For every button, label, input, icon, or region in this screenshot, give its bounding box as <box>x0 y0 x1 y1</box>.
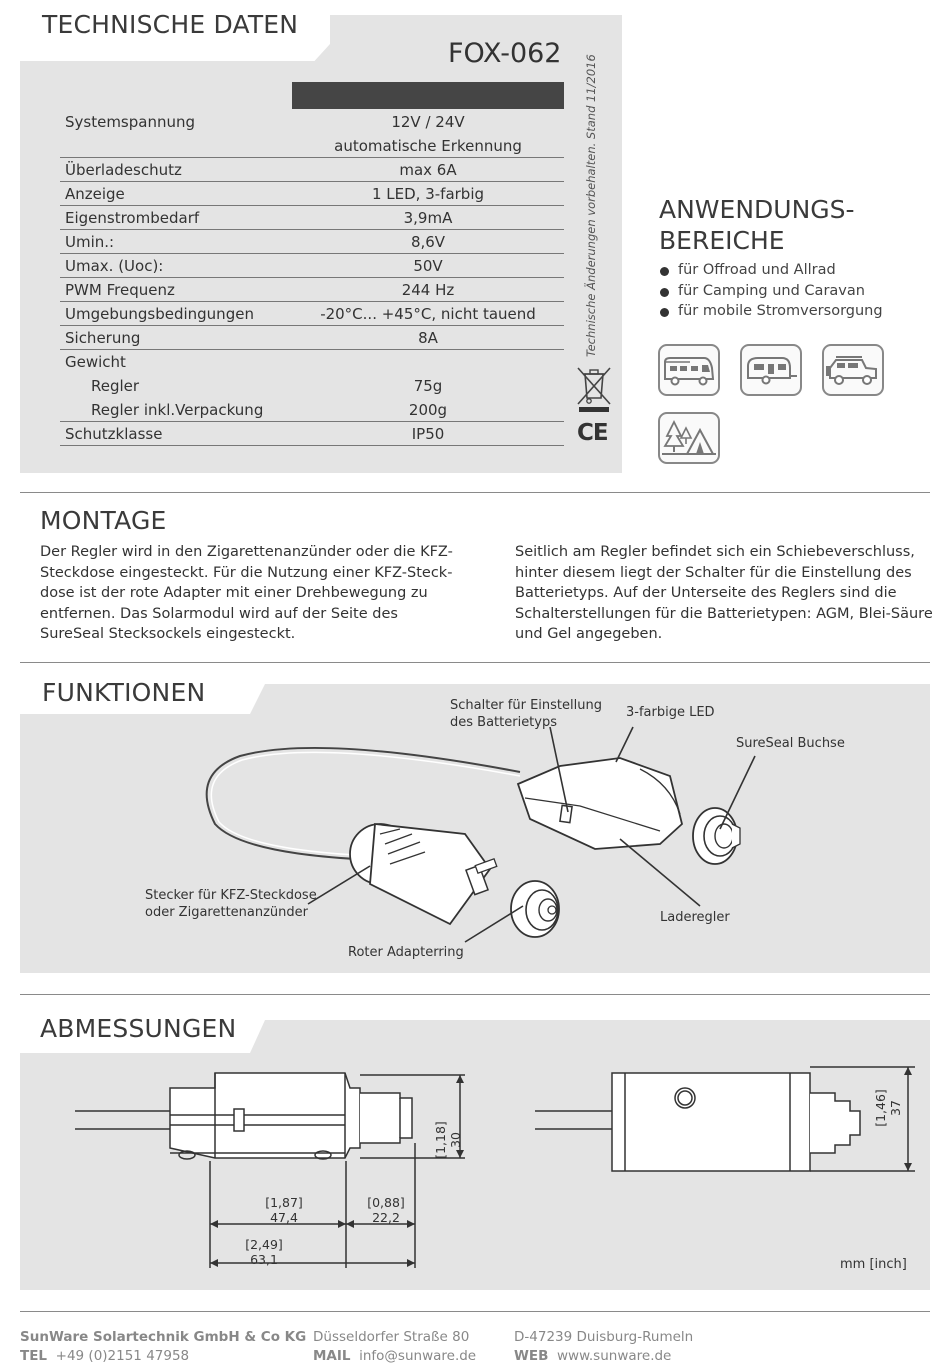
row-label: Regler inkl.Verpackung <box>91 401 264 419</box>
table-row <box>60 374 564 398</box>
dim-inch: [1,87] <box>265 1195 303 1210</box>
row-label: Umin.: <box>65 233 115 251</box>
text-line: hinter diesem liegt der Schalter für die Einstellung des <box>515 564 912 581</box>
row-value: 244 Hz <box>401 281 455 299</box>
table-row <box>60 110 564 134</box>
change-note: Technische Änderungen vorbehalten. Stand 11/2016 <box>584 54 598 357</box>
row-label: Regler <box>91 377 140 395</box>
mail-link[interactable]: info@sunware.de <box>359 1348 477 1364</box>
row-value: 75g <box>413 377 443 395</box>
applications-title <box>659 194 855 256</box>
montage-text-left <box>40 542 453 645</box>
applications-list <box>660 262 883 324</box>
offroad-car-icon <box>822 344 884 396</box>
table-row <box>60 206 564 230</box>
row-label: Sicherung <box>65 329 141 347</box>
row-value: 12V / 24V <box>391 113 465 131</box>
dim-inch: [2,49] <box>245 1237 283 1252</box>
dimensions-title: ABMESSUNGEN <box>40 1014 237 1043</box>
list-item: für Offroad und Allrad <box>660 262 883 283</box>
table-row <box>60 182 564 206</box>
row-label: Schutzklasse <box>65 425 163 443</box>
footer-company <box>20 1329 306 1345</box>
tech-title: TECHNISCHE DATEN <box>42 10 299 39</box>
table-row <box>60 398 564 422</box>
text-line: Batterietyps. Auf der Unterseite des Reglers sind die <box>515 585 897 601</box>
tel-label: TEL <box>20 1348 48 1364</box>
dim-inch: [0,88] <box>367 1195 405 1210</box>
label-laderegler: Laderegler <box>660 910 730 925</box>
web-label: WEB <box>514 1348 549 1364</box>
label-adapter: Roter Adapterring <box>348 945 464 960</box>
list-item: für mobile Stromversorgung <box>660 303 883 324</box>
row-value: 3,9mA <box>403 209 453 227</box>
footer-mail <box>313 1348 476 1364</box>
dim-mm: 22,2 <box>372 1210 400 1225</box>
label-sureseal: SureSeal Buchse <box>736 736 845 751</box>
text-line: SureSeal Stecksockels eingesteckt. <box>40 626 296 642</box>
ce-mark: CE <box>577 420 608 446</box>
table-row <box>60 326 564 350</box>
footer-street: Düsseldorfer Straße 80 <box>313 1329 470 1345</box>
divider <box>20 1311 930 1312</box>
label-line: oder Zigarettenanzünder <box>145 905 309 920</box>
dim-width-3 <box>234 1237 294 1267</box>
row-value: 200g <box>408 401 448 419</box>
table-row <box>60 158 564 182</box>
text-line: Steckdose eingesteckt. Für die Nutzung einer KFZ-Steck- <box>40 564 453 581</box>
divider <box>20 492 930 493</box>
row-value: max 6A <box>399 161 457 179</box>
web-link[interactable]: www.sunware.de <box>557 1348 672 1364</box>
row-value: 8A <box>418 329 438 347</box>
row-label: Überladeschutz <box>65 161 182 179</box>
dim-mm: 63,1 <box>250 1252 278 1267</box>
text-line: entfernen. Das Solarmodul wird auf der Seite des <box>40 605 398 622</box>
functions-title: FUNKTIONEN <box>42 678 206 707</box>
row-label: Umax. (Uoc): <box>65 257 164 275</box>
list-item: für Camping und Caravan <box>660 283 883 304</box>
dim-mm: 30 <box>448 1132 463 1148</box>
dim-mm: 47,4 <box>270 1210 298 1225</box>
text-line: Seitlich am Regler befindet sich ein Schiebeverschluss, <box>515 544 915 560</box>
company-name: SunWare Solartechnik GmbH & Co KG <box>20 1329 307 1345</box>
table-row <box>60 350 564 374</box>
unit-label: mm [inch] <box>840 1257 907 1272</box>
row-value: 8,6V <box>410 233 446 251</box>
dim-mm: 37 <box>888 1100 903 1116</box>
table-row <box>60 302 564 326</box>
label-led: 3-farbige LED <box>626 705 715 720</box>
dim-height-right <box>873 1078 903 1138</box>
label-line: Schalter für Einstellung <box>450 698 602 713</box>
model-name: FOX-062 <box>448 38 562 69</box>
text-line: und Gel angegeben. <box>515 626 663 642</box>
divider <box>20 994 930 995</box>
row-value: 1 LED, 3-farbig <box>371 185 485 203</box>
table-row <box>60 278 564 302</box>
row-label: Anzeige <box>65 185 125 203</box>
divider <box>20 662 930 663</box>
table-row <box>60 254 564 278</box>
montage-text-right <box>515 542 933 645</box>
dim-inch: [1,18] <box>433 1121 448 1159</box>
dim-width-2 <box>356 1195 416 1225</box>
table-row <box>60 422 564 446</box>
weee-icon <box>574 364 614 412</box>
label-stecker <box>145 887 317 921</box>
row-value: 50V <box>413 257 443 275</box>
montage-title: MONTAGE <box>40 506 167 535</box>
dimension-drawing <box>20 1053 930 1290</box>
text-line: Der Regler wird in den Zigarettenanzünder oder die KFZ- <box>40 544 453 560</box>
label-schalter <box>450 697 602 731</box>
mail-label: MAIL <box>313 1348 351 1364</box>
row-label: Gewicht <box>65 353 126 371</box>
row-value: automatische Erkennung <box>334 137 522 155</box>
row-value: IP50 <box>411 425 445 443</box>
caravan-icon <box>740 344 802 396</box>
table-header-bar <box>292 82 564 109</box>
label-line: Stecker für KFZ-Steckdose <box>145 888 317 903</box>
footer-web <box>514 1348 671 1364</box>
motorhome-icon <box>658 344 720 396</box>
applications-title-line1: ANWENDUNGS- <box>659 195 855 224</box>
row-value: -20°C... +45°C, nicht tauend <box>320 305 536 323</box>
label-line: des Batterietyps <box>450 715 558 730</box>
footer-city: D-47239 Duisburg-Rumeln <box>514 1329 694 1345</box>
row-label: Eigenstrombedarf <box>65 209 200 227</box>
row-label: Systemspannung <box>65 113 196 131</box>
applications-title-line2: BEREICHE <box>659 226 785 255</box>
dim-width-1 <box>254 1195 314 1225</box>
row-label: Umgebungsbedingungen <box>65 305 254 323</box>
tel-value: +49 (0)2151 47958 <box>55 1348 190 1364</box>
row-label: PWM Frequenz <box>65 281 175 299</box>
tent-icon <box>658 412 720 464</box>
footer-tel <box>20 1348 189 1364</box>
table-row <box>60 134 564 158</box>
dim-inch: [1,46] <box>873 1089 888 1127</box>
table-row <box>60 230 564 254</box>
dim-height-left <box>433 1110 463 1170</box>
text-line: dose ist der rote Adapter mit einer Drehbewegung zu <box>40 585 428 601</box>
text-line: Schalterstellungen für die Batterietypen: AGM, Blei-Säure <box>515 605 933 622</box>
